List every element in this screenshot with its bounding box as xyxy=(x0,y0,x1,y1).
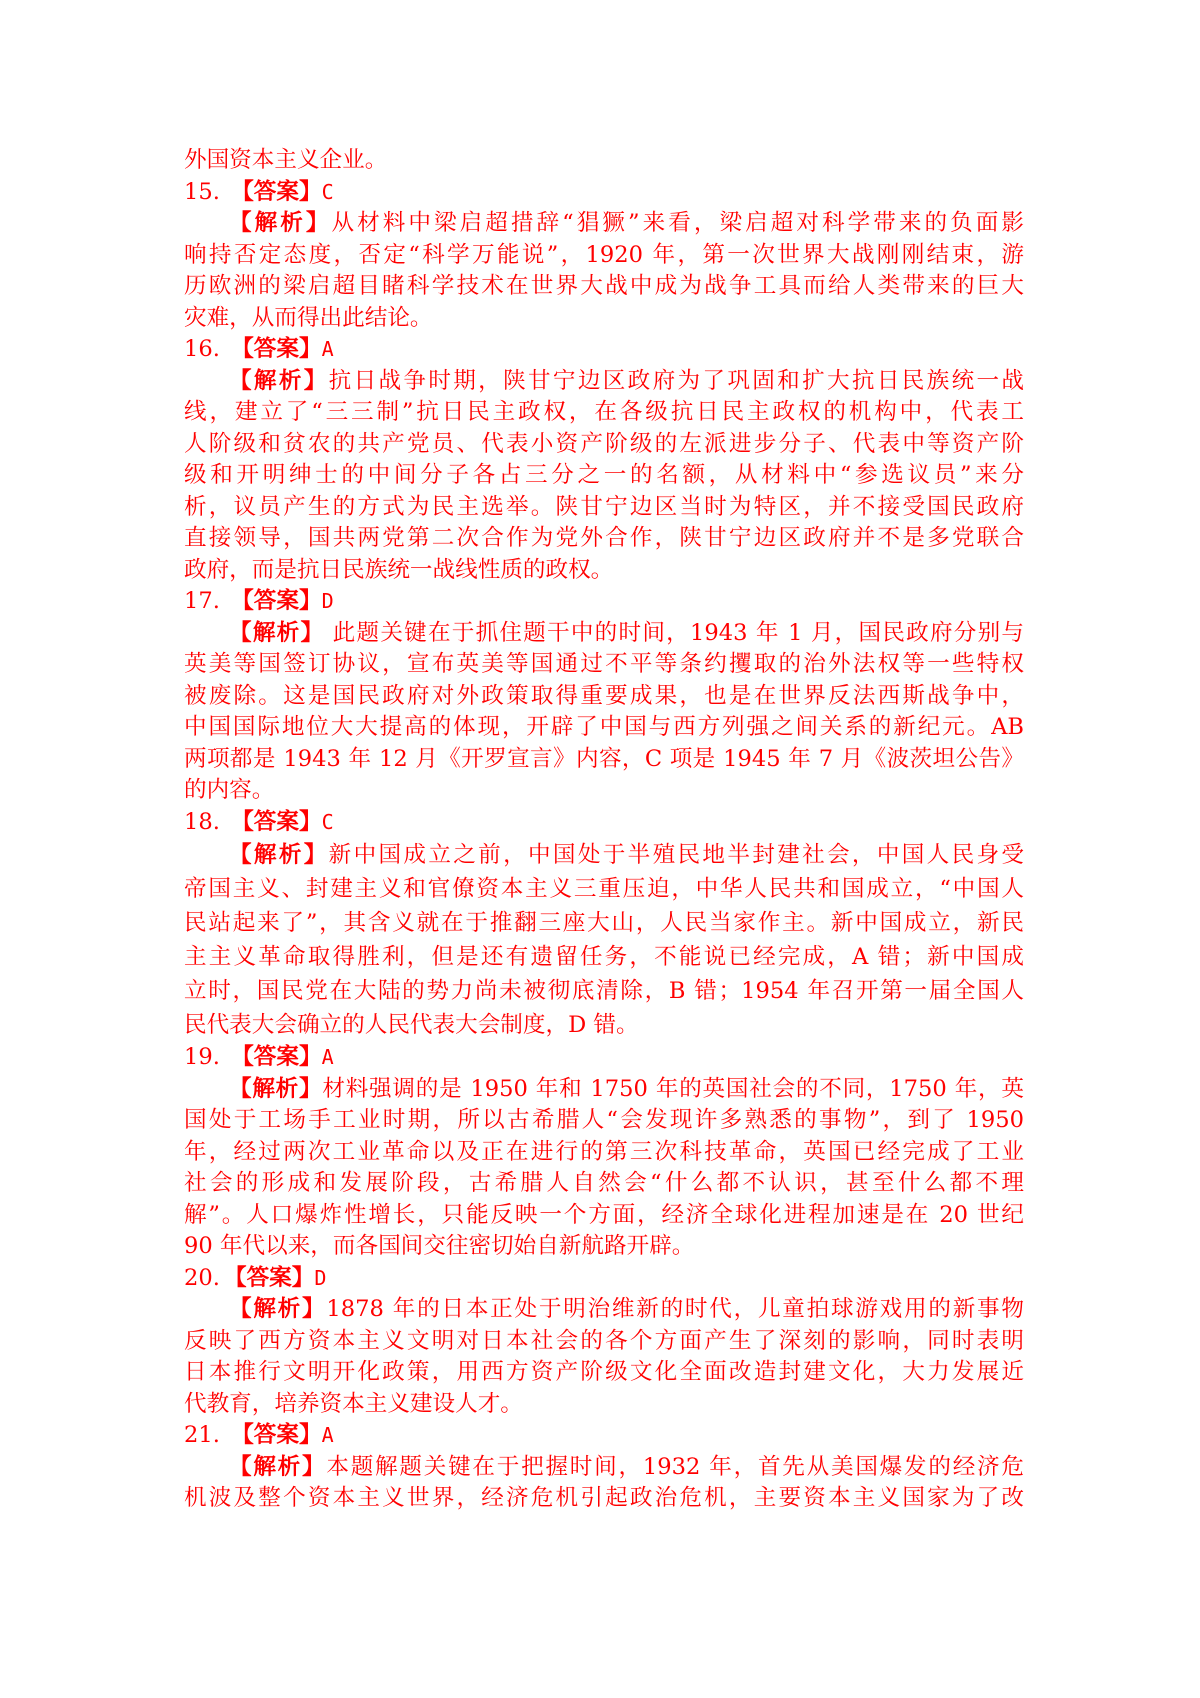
analysis-line: 帝国主义、封建主义和官僚资本主义三重压迫，中华人民共和国成立，“中国人 xyxy=(184,876,1024,902)
analysis-line: 国处于工场手工业时期，所以古希腊人“会发现许多熟悉的事物”，到了 1950 xyxy=(184,1107,1024,1133)
analysis-label: 【解析】 xyxy=(229,1296,327,1322)
answer-row xyxy=(184,1420,1024,1452)
item-18 xyxy=(184,807,1024,1043)
analysis-line: 立时，国民党在大陆的势力尚未被彻底清除，B 错；1954 年召开第一届全国人 xyxy=(184,978,1024,1004)
answer-label: 【答案】 xyxy=(231,178,322,205)
item-17 xyxy=(184,586,1024,807)
item-16 xyxy=(184,334,1024,586)
analysis-label: 【解析】 xyxy=(229,1453,327,1480)
answer-row xyxy=(184,177,1024,209)
answer-value: D xyxy=(321,589,334,613)
item-21 xyxy=(184,1420,1024,1515)
analysis-label: 【解析】 xyxy=(229,210,332,236)
answer-label: 【答案】 xyxy=(231,1422,322,1448)
analysis-line: 中国国际地位大大提高的体现，开辟了中国与西方列强之间关系的新纪元。AB xyxy=(184,714,1024,740)
analysis-line: 【解析】材料强调的是 1950 年和 1750 年的英国社会的不同，1750 年，英 xyxy=(229,1075,1024,1102)
analysis-line: 民代表大会确立的人民代表大会制度，D 错。 xyxy=(184,1012,639,1038)
analysis-line: 【解析】抗日战争时期，陕甘宁边区政府为了巩固和扩大抗日民族统一战 xyxy=(229,367,1025,394)
analysis-line: 【解析】从材料中梁启超措辞“猖獗”来看，梁启超对科学带来的负面影 xyxy=(229,210,1024,236)
item-number: 17. xyxy=(184,588,220,614)
analysis-line: 反映了西方资本主义文明对日本社会的各个方面产生了深刻的影响，同时表明 xyxy=(184,1327,1024,1354)
analysis-line: 【解析】 此题关键在于抓住题干中的时间，1943 年 1 月，国民政府分别与 xyxy=(229,619,1025,646)
answer-label: 【答案】 xyxy=(231,588,322,614)
answer-value: C xyxy=(321,809,334,834)
answer-label: 【答案】 xyxy=(231,336,322,362)
answer-label: 【答案】 xyxy=(231,808,322,835)
analysis-line: 人阶级和贫农的共产党员、代表小资产阶级的左派进步分子、代表中等资产阶 xyxy=(184,430,1024,457)
analysis-line: 响持否定态度，否定“科学万能说”，1920 年，第一次世界大战刚刚结束，游 xyxy=(184,241,1024,268)
item-number: 16. xyxy=(184,336,220,362)
intro-fragment: 外国资本主义企业。 xyxy=(184,147,388,173)
document-page xyxy=(184,145,1024,1515)
analysis-line: 社会的形成和发展阶段，古希腊人自然会“什么都不认识，甚至什么都不理 xyxy=(184,1170,1024,1196)
analysis-line: 代教育，培养资本主义建设人才。 xyxy=(184,1390,523,1417)
answer-value: A xyxy=(321,1045,334,1069)
item-19 xyxy=(184,1042,1024,1263)
analysis-line: 民站起来了”，其含义就在于推翻三座大山，人民当家作主。新中国成立，新民 xyxy=(184,910,1024,936)
analysis-line: 机波及整个资本主义世界，经济危机引起政治危机，主要资本主义国家为了改 xyxy=(184,1485,1024,1511)
analysis-line: 英美等国签订协议，宣布英美等国通过不平等条约攫取的治外法权等一些特权 xyxy=(184,651,1024,677)
answer-label: 【答案】 xyxy=(231,1044,322,1070)
analysis-line: 两项都是 1943 年 12 月《开罗宣言》内容，C 项是 1945 年 7 月《波茨坦公告》 xyxy=(184,745,1024,772)
analysis-line: 【解析】新中国成立之前，中国处于半殖民地半封建社会，中国人民身受 xyxy=(229,842,1025,868)
analysis-line: 级和开明绅士的中间分子各占三分之一的名额，从材料中“参选议员”来分 xyxy=(184,462,1024,488)
answer-value: A xyxy=(321,1423,334,1447)
analysis-line: 线，建立了“三三制”抗日民主政权，在各级抗日民主政权的机构中，代表工 xyxy=(184,399,1024,425)
analysis-label: 【解析】 xyxy=(229,367,329,394)
analysis-label: 【解析】 xyxy=(229,619,325,646)
analysis-line: 【解析】1878 年的日本正处于明治维新的时代，儿童拍球游戏用的新事物 xyxy=(229,1296,1024,1322)
analysis-line: 日本推行文明开化政策，用西方资产阶级文化全面改造封建文化，大力发展近 xyxy=(184,1359,1024,1385)
answer-row xyxy=(184,586,1024,618)
analysis-line: 灾难，从而得出此结论。 xyxy=(184,304,433,331)
answer-row xyxy=(184,1042,1024,1074)
analysis-line: 历欧洲的梁启超目睹科学技术在世界大战中成为战争工具而给人类带来的巨大 xyxy=(184,273,1024,299)
analysis-line: 析，议员产生的方式为民主选举。陕甘宁边区当时为特区，并不接受国民政府 xyxy=(184,493,1024,520)
analysis-line: 【解析】本题解题关键在于把握时间，1932 年，首先从美国爆发的经济危 xyxy=(229,1453,1024,1480)
answer-value: A xyxy=(321,337,334,361)
analysis-line: 被废除。这是国民政府对外政策取得重要成果，也是在世界反法西斯战争中， xyxy=(184,682,1024,709)
item-15 xyxy=(184,177,1024,335)
item-number: 21. xyxy=(184,1422,220,1448)
analysis-label: 【解析】 xyxy=(229,1075,323,1102)
item-number: 20. xyxy=(184,1264,220,1291)
answer-row xyxy=(184,334,1024,366)
item-number: 18. xyxy=(184,808,220,835)
answer-value: D xyxy=(314,1265,327,1290)
item-number: 19. xyxy=(184,1044,220,1070)
analysis-line: 年，经过两次工业革命以及正在进行的第三次科技革命，英国已经完成了工业 xyxy=(184,1138,1024,1165)
analysis-line: 解”。人口爆炸性增长，只能反映一个方面，经济全球化进程加速是在 20 世纪 xyxy=(184,1201,1024,1228)
answer-value: C xyxy=(321,179,334,204)
analysis-line: 主主义革命取得胜利，但是还有遗留任务，不能说已经完成，A 错；新中国成 xyxy=(184,944,1024,970)
answer-row xyxy=(184,807,1024,839)
analysis-line: 的内容。 xyxy=(184,777,275,803)
analysis-line: 直接领导，国共两党第二次合作为党外合作，陕甘宁边区政府并不是多党联合 xyxy=(184,525,1024,551)
analysis-label: 【解析】 xyxy=(229,842,329,868)
answer-label: 【答案】 xyxy=(224,1264,315,1291)
item-20 xyxy=(184,1263,1024,1421)
analysis-line: 90 年代以来，而各国间交往密切始自新航路开辟。 xyxy=(184,1233,695,1259)
analysis-line: 政府，而是抗日民族统一战线性质的政权。 xyxy=(184,556,614,583)
item-number: 15. xyxy=(184,178,220,205)
answer-row xyxy=(184,1263,1024,1295)
